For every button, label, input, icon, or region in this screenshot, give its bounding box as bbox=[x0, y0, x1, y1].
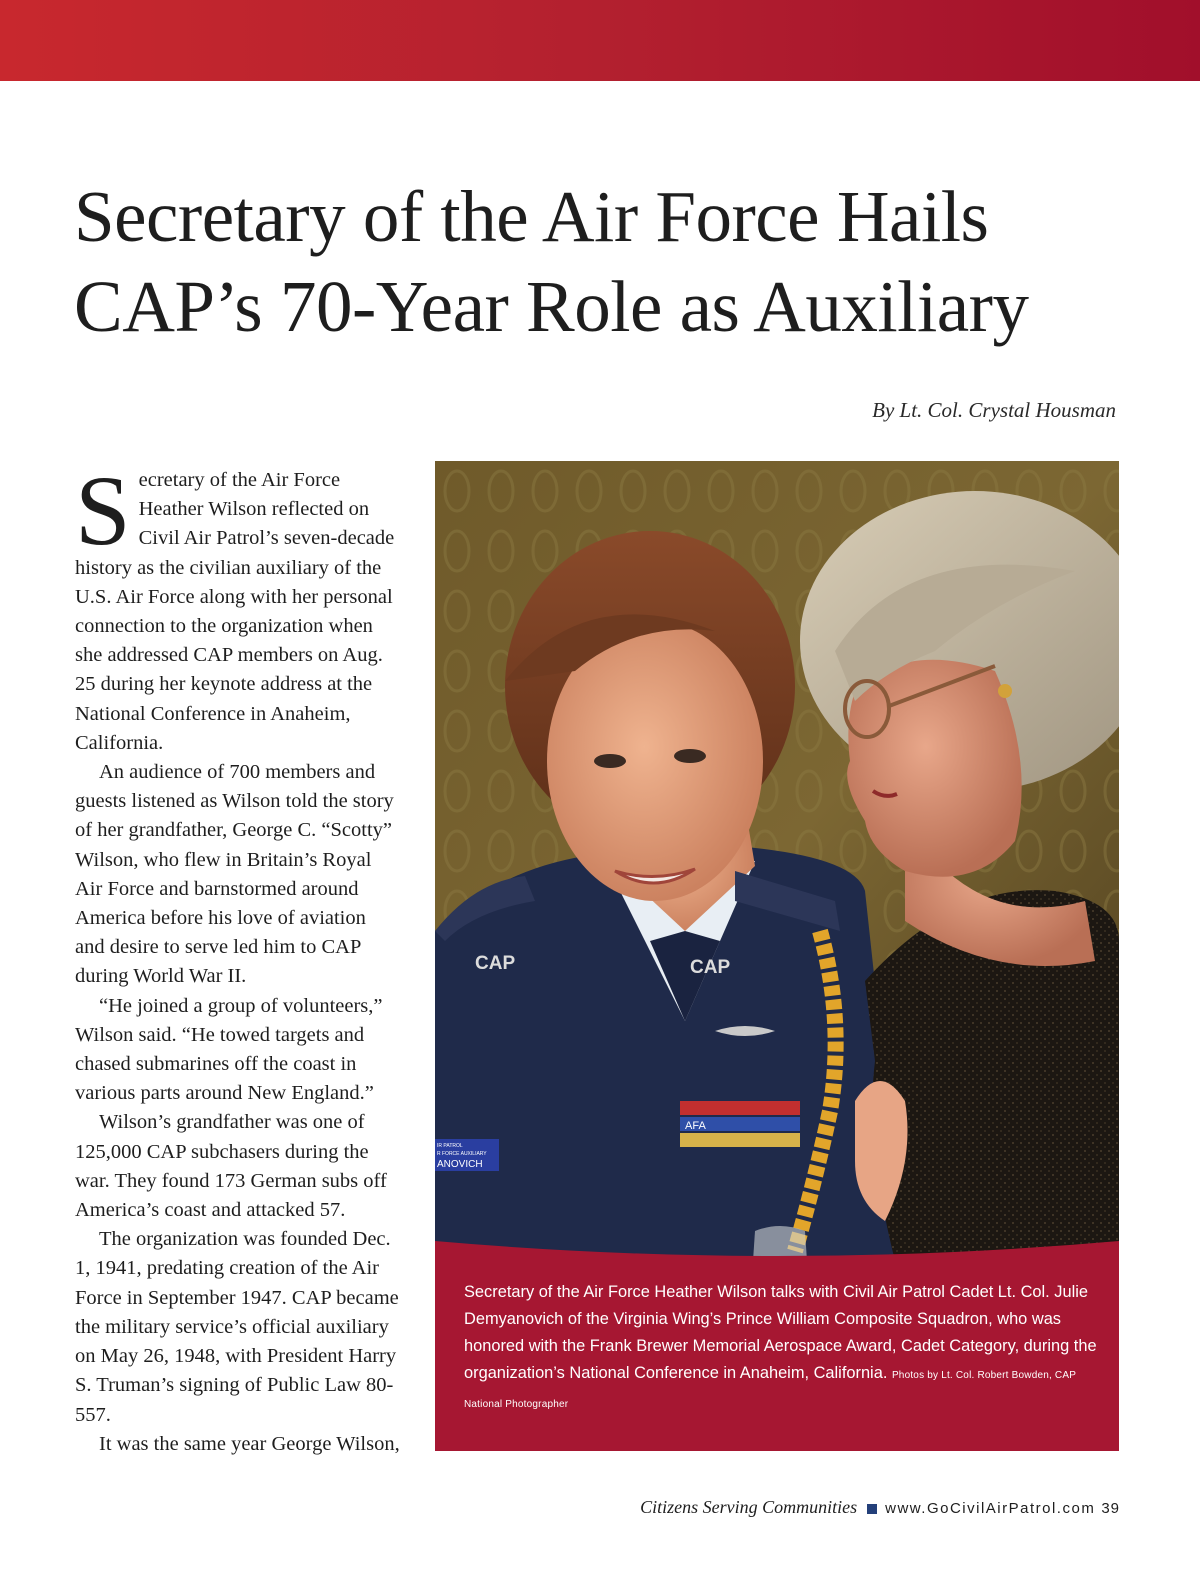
paragraph-3: “He joined a group of volunteers,” Wilson said. “He towed targets and chased submarines off the coast in various parts around New England.” bbox=[75, 994, 383, 1105]
paragraph-4: Wilson’s grandfather was one of 125,000 CAP subchasers during the war. They found 173 German subs off America’s coast and attacked 57. bbox=[75, 1111, 387, 1222]
paragraph-1 bbox=[75, 455, 400, 758]
drop-cap: S bbox=[75, 455, 131, 566]
top-banner bbox=[0, 0, 1200, 81]
paragraph-1-text: ecretary of the Air Force Heather Wilson reflected on Civil Air Patrol’s seven-decade history as the civilian auxiliary of the U.S. Air Force along with her personal connection to the organization when she addressed CAP members on Aug. 25 during her keynote address at the National Conference in Anaheim, California. bbox=[75, 469, 395, 754]
cap-patch-right: CAP bbox=[690, 957, 731, 978]
paragraph-2: An audience of 700 members and guests listened as Wilson told the story of her grandfather, George C. “Scotty” Wilson, who flew in Britain’s Royal Air Force and barnstormed around America before his love of aviation and desire to serve led him to CAP during World War II. bbox=[75, 761, 394, 988]
photo-block bbox=[435, 461, 1119, 1451]
paragraph-6: It was the same year George Wilson, bbox=[99, 1432, 400, 1455]
caption-text: Secretary of the Air Force Heather Wilson talks with Civil Air Patrol Cadet Lt. Col. Julie Demyanovich of the Virginia Wing’s Prince William Composite Squadron, who was honored with the Frank Brewer Memorial Aerospace Award, Cadet Category, during the organization’s National Conference in Anaheim, California. bbox=[464, 1283, 1097, 1382]
nametag-name: ANOVICH bbox=[437, 1159, 483, 1170]
page-number: 39 bbox=[1101, 1500, 1120, 1517]
photo-credit: Photos by Lt. Col. Robert Bowden, CAP National Photographer bbox=[464, 1370, 1076, 1410]
paragraph-5: The organization was founded Dec. 1, 1941, predating creation of the Air Force in September 1947. CAP became the military service’s official auxiliary on May 26, 1948, with President Harry S. Truman’s signing of Public Law 80-557. bbox=[75, 1228, 399, 1426]
footer-slogan: Citizens Serving Communities bbox=[640, 1497, 858, 1517]
article-photo bbox=[435, 461, 1119, 1261]
cap-patch-left: CAP bbox=[475, 953, 516, 974]
nametag-line2: R FORCE AUXILIARY bbox=[437, 1151, 487, 1157]
ribbon-label: AFA bbox=[685, 1120, 706, 1132]
byline: By Lt. Col. Crystal Housman bbox=[872, 398, 1116, 422]
photo-caption bbox=[464, 1279, 1104, 1418]
article-title: Secretary of the Air Force Hails CAP’s 70-Year Role as Auxiliary bbox=[74, 176, 1029, 347]
page-footer bbox=[640, 1497, 1120, 1518]
article-body bbox=[75, 455, 400, 1459]
nametag-line1: IR PATROL bbox=[437, 1143, 463, 1149]
footer-url[interactable]: www.GoCivilAirPatrol.com bbox=[885, 1500, 1096, 1517]
footer-square-bullet bbox=[867, 1504, 877, 1514]
